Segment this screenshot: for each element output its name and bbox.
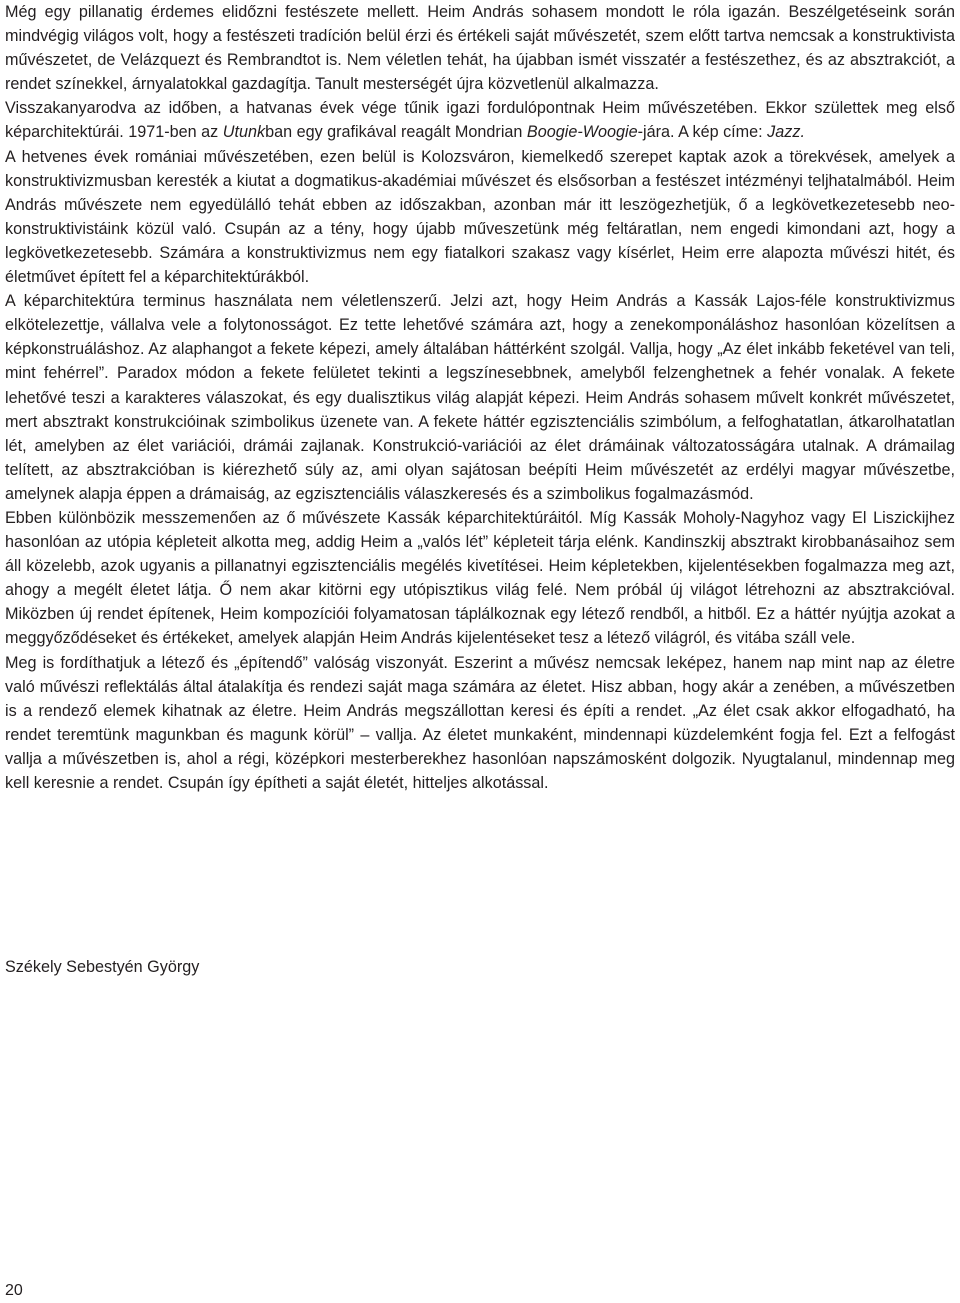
paragraph-text: A képarchitektúra terminus használata nem véletlenszerű. Jelzi azt, hogy Heim András a Kassák Lajos-féle konstruktivizmus elkötelezettje, vállalva vele a folytonosságot. Ez tette lehetővé számára azt, hogy a zenekomponáláshoz hasonlóan közelítsen a képkonstruáláshoz. Az alaphangot a fekete képezi, amely általában háttérként szolgál. Vallja, hogy „Az élet inkább feketével van teli, mint fehérrel”. Paradox módon a fekete felületet tekinti a legszínesebbnek, amelyből felzenghetnek a fehér vonalak. A fekete lehetővé teszi a karakteres válaszokat, és egy dualisztikus világ alapját képezi. Heim András sohasem művelt konkrét művészetet, mert absztrakt konstrukcióinak szimbolikus üzenete van. A fekete háttér egzisztenciális szimbólum, a felfoghatatlan, átkarolhatatlan lét, amelyben az élet variációi, drámái zajlanak. Konstrukció-variációi az élet drámáinak változatosságára utalnak. A drámailag telített, az absztrakcióban is kiérezhető súly az, ami olyan sajátosan beépíti Heim művészetét az erdélyi magyar művészetbe, amelynek alapja éppen a drámaiság, az egzisztenciális válaszkeresés és a szimbolikus fogalmazásmód. bbox=[5, 292, 955, 503]
paragraph-4 bbox=[5, 289, 955, 506]
paragraph-text: -jára. A kép címe: bbox=[637, 123, 768, 142]
paragraph-text: A hetvenes évek romániai művészetében, ezen belül is Kolozsváron, kiemelkedő szerepet kaptak azok a törekvések, amelyek a konstruktivizmusban keresték a kiutat a dogmatikus-akadémiai művészet és elsősorban a festészet intézményi teljhatalmából. Heim András művészete nem egyedülálló tehát ebben az időszakban, azonban már itt leszögezhetjük, ő a legkövetkezetesebb neo-konstruktivistáink közül való. Csupán az a tény, hogy újabb műveszetünk még feltáratlan, nem engedi kimondani azt, hogy a legkövetkezetesebb. Számára a konstruktivizmus nem egy fiatalkori szakasz vagy kísérlet, Heim erre alapozta művészi hitét, és életművet épített fel a képarchitektúrákból. bbox=[5, 147, 955, 287]
paragraph-5 bbox=[5, 506, 955, 651]
page-number: 20 bbox=[5, 1282, 23, 1299]
paragraph-text: Visszakanyarodva az időben, a hatvanas évek vége tűnik igazi fordulópontnak Heim művészetében. Ekkor születtek meg első képarchitektúrái. 1971-ben az bbox=[5, 99, 955, 142]
article-body bbox=[5, 0, 955, 795]
paragraph-2 bbox=[5, 96, 955, 144]
italic-title-jazz: Jazz. bbox=[767, 123, 805, 142]
author-signature: Székely Sebestyén György bbox=[5, 958, 200, 976]
paragraph-3 bbox=[5, 145, 955, 290]
paragraph-6 bbox=[5, 651, 955, 796]
paragraph-text: ban egy grafikával reagált Mondrian bbox=[265, 123, 527, 142]
paragraph-text: Meg is fordíthatjuk a létező és „építendő” valóság viszonyát. Eszerint a művész nemcsak leképez, hanem nap mint nap az életre való művészi reflektálás által átalakítja és rendezi saját maga számára az életet. Hisz abban, hogy akár a zenében, a művészetben is a rendező elemek kihatnak az életre. Heim András megszállottan keresi és építi a rendet. „Az élet csak akkor elfogadható, ha rendet teremtünk magunkban és magunk körül” – vallja. Az életet munkaként, mindennapi küzdelemként fogja fel. Ezt a felfogást vallja a művészetben is, ahol a régi, középkori mesterberekhez hasonlóan napszámosként dolgozik. Nyugtalanul, mindennap meg kell keresnie a rendet. Csupán így építheti a saját életét, hitteljes alkotással. bbox=[5, 653, 955, 792]
italic-title-utunk: Utunk bbox=[222, 123, 266, 142]
italic-title-boogie-woogie: Boogie-Woogie bbox=[526, 123, 638, 142]
paragraph-1 bbox=[5, 0, 955, 96]
paragraph-text: Még egy pillanatig érdemes elidőzni festészete mellett. Heim András sohasem mondott le róla igazán. Beszélgetéseink során mindvégig világos volt, hogy a festészeti tradíción belül érzi és értékeli saját művészetét, szem előtt tartva nemcsak a konstruktivista művészetet, de Velázquezt és Rembrandtot is. Nem véletlen tehát, ha újabban ismét visszatér a festészethez, és az absztrakciót, a rendet színekkel, árnyalatokkal gazdagítja. Tanult mesterségét újra közvetlenül alkalmazza. bbox=[5, 3, 955, 94]
paragraph-text: Ebben különbözik messzemenően az ő művészete Kassák képarchitektúráitól. Míg Kassák Moholy-Nagyhoz vagy El Liszickijhez hasonlóan az utópia képleteit alkotta meg, addig Heim a „valós lét” képleteit tárja elénk. Kandinszkij absztrakt kirobbanásaihoz sem áll közelebb, azok ugyanis a pillanatnyi egzisztenciális megélés kivetítései. Heim képletekben, kijelentésekben fogalmazza meg azt, ahogy a megélt életet látja. Ő nem akar kitörni egy utópisztikus világ felé. Nem próbál új világot létrehozni az absztrakcióval. Miközben új rendet építenek, Heim kompozíciói folyamatosan táplálkoznak egy létező rendből, a hitből. Ez a háttér nyújtja azokat a meggyőződéseket és értékeket, amelyek alapján Heim András kijelentéseket tesz a létező világról, és vitába száll vele. bbox=[5, 508, 955, 648]
